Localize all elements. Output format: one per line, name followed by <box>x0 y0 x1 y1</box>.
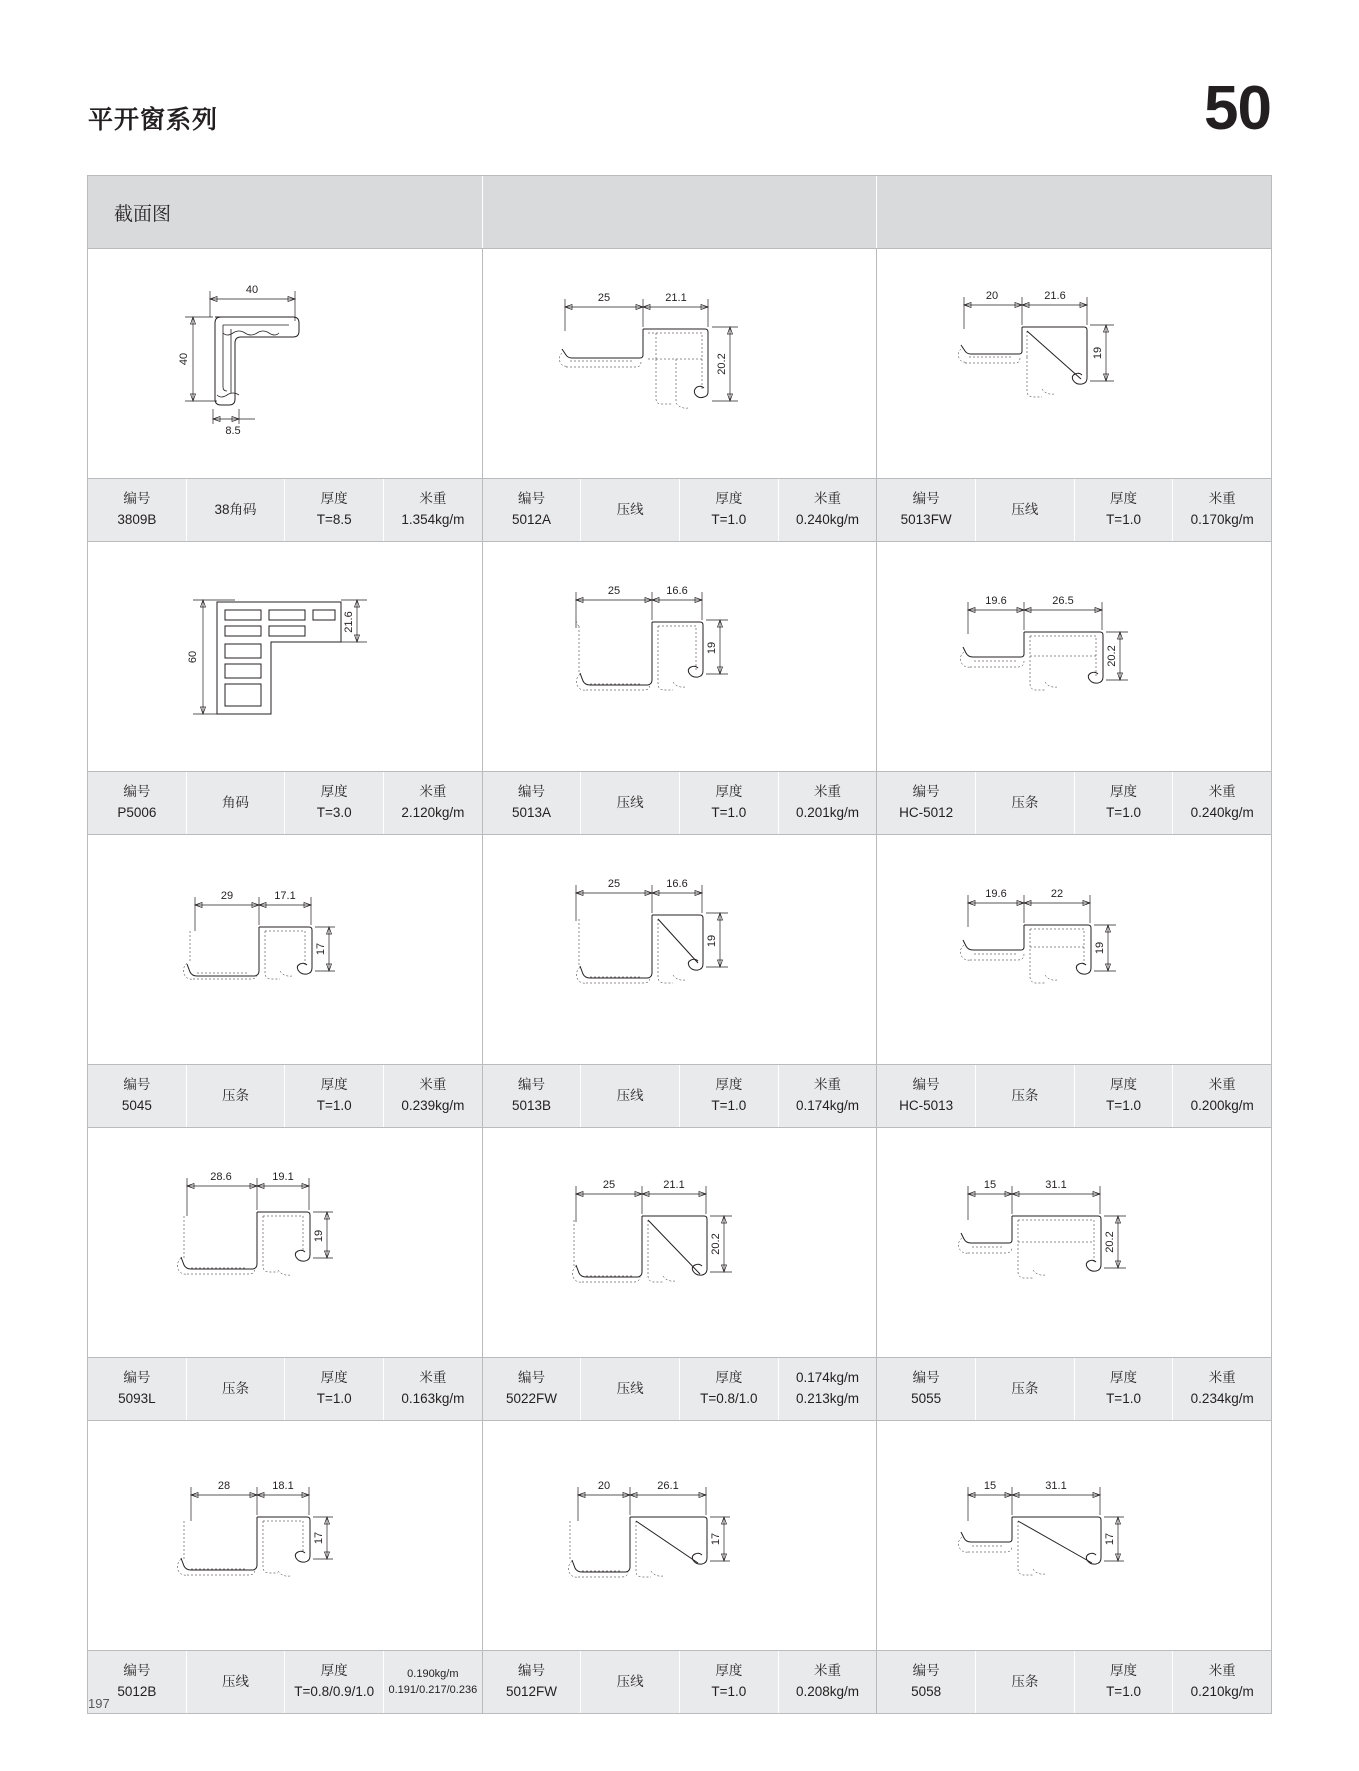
spec-weight-HC-5013 <box>1173 1065 1271 1127</box>
svg-text:18.1: 18.1 <box>272 1479 294 1492</box>
svg-text:21.1: 21.1 <box>662 1178 685 1191</box>
spec-thickness-label: 厚度 <box>1110 1663 1138 1679</box>
spec-code-label: 编号 <box>912 1370 940 1386</box>
spec-row-3 <box>88 1064 1271 1127</box>
spec-code-P5006 <box>88 772 187 834</box>
spec-weight-label: 米重 <box>419 491 447 507</box>
spec-weight-value: 0.240kg/m <box>1190 805 1254 820</box>
spec-group-5012B <box>88 1651 483 1713</box>
spec-type-5012FW: 压线 <box>581 1651 680 1713</box>
spec-thickness-label: 厚度 <box>715 1077 743 1093</box>
spec-weight-5013FW <box>1173 479 1271 541</box>
figure-cell-5045 <box>88 835 483 1064</box>
drawing-bead-5022FW <box>530 1148 830 1338</box>
spec-code-label: 编号 <box>518 1370 545 1386</box>
figure-row-4 <box>88 1127 1271 1357</box>
spec-thickness-label: 厚度 <box>715 1370 743 1386</box>
svg-text:28: 28 <box>217 1479 230 1492</box>
spec-group-5022FW <box>483 1358 878 1420</box>
svg-text:17: 17 <box>1104 1532 1117 1545</box>
spec-thickness-HC-5013 <box>1075 1065 1174 1127</box>
spec-type-5012B: 压线 <box>187 1651 286 1713</box>
page-title: 平开窗系列 <box>88 106 219 134</box>
spec-type-5093L: 压条 <box>187 1358 286 1420</box>
svg-text:60: 60 <box>186 650 199 663</box>
page-header <box>88 74 1271 150</box>
spec-weight-P5006 <box>384 772 482 834</box>
spec-code-label: 编号 <box>912 784 940 800</box>
spec-thickness-5045 <box>285 1065 384 1127</box>
svg-text:20.2: 20.2 <box>709 1232 722 1255</box>
spec-group-5012A <box>483 479 878 541</box>
svg-text:26.5: 26.5 <box>1052 594 1074 607</box>
spec-weight-value: 0.210kg/m <box>1190 1684 1254 1699</box>
spec-type-5012A: 压线 <box>581 479 680 541</box>
svg-text:20: 20 <box>986 289 999 302</box>
spec-weight-3809B <box>384 479 482 541</box>
spec-thickness-5013A <box>680 772 779 834</box>
spec-code-value: 5012FW <box>505 1684 558 1699</box>
spec-weight-label: 米重 <box>1208 1663 1236 1679</box>
spec-thickness-3809B <box>285 479 384 541</box>
spec-code-5093L <box>88 1358 187 1420</box>
spec-group-5013FW <box>877 479 1271 541</box>
figure-cell-5093L <box>88 1128 483 1357</box>
spec-weight-5012A <box>779 479 877 541</box>
spec-thickness-value: T=1.0 <box>711 512 747 527</box>
spec-code-value: HC-5013 <box>899 1098 954 1113</box>
spec-weight-label: 米重 <box>419 1370 447 1386</box>
profile-table <box>87 175 1272 1714</box>
spec-weight-value: 0.163kg/m <box>401 1391 465 1406</box>
figure-cell-5058 <box>877 1421 1271 1650</box>
spec-code-value: 5058 <box>911 1684 942 1699</box>
spec-weight-value: 0.239kg/m <box>401 1098 465 1113</box>
svg-text:25: 25 <box>607 584 620 597</box>
spec-code-label: 编号 <box>123 1077 151 1093</box>
spec-thickness-value: T=1.0 <box>1106 1098 1141 1113</box>
spec-code-label: 编号 <box>912 1077 940 1093</box>
drawing-bead-5012B <box>135 1441 435 1631</box>
spec-code-5055 <box>877 1358 976 1420</box>
spec-thickness-label: 厚度 <box>320 1077 348 1093</box>
spec-type-5055: 压条 <box>976 1358 1075 1420</box>
figure-row-5 <box>88 1420 1271 1650</box>
spec-row-5 <box>88 1650 1271 1713</box>
figure-cell-HC5013 <box>877 835 1271 1064</box>
footer-page-number: 197 <box>88 1696 110 1711</box>
table-title-cell-3 <box>877 176 1271 248</box>
spec-type-5058: 压条 <box>976 1651 1075 1713</box>
spec-type-5022FW: 压线 <box>581 1358 680 1420</box>
spec-code-label: 编号 <box>518 784 545 800</box>
svg-text:31.1: 31.1 <box>1045 1479 1067 1492</box>
spec-thickness-value: T=1.0 <box>316 1098 352 1113</box>
spec-weight-value-line1: 0.174kg/m <box>796 1370 860 1386</box>
spec-code-value: 5045 <box>121 1098 152 1113</box>
figure-cell-5013B <box>483 835 878 1064</box>
spec-code-HC-5013 <box>877 1065 976 1127</box>
spec-weight-value: 2.120kg/m <box>401 805 465 820</box>
spec-code-5058 <box>877 1651 976 1713</box>
spec-weight-HC-5012 <box>1173 772 1271 834</box>
spec-weight-value: 0.200kg/m <box>1190 1098 1254 1113</box>
spec-code-5022FW <box>483 1358 582 1420</box>
svg-text:16.6: 16.6 <box>665 877 688 890</box>
spec-weight-label: 米重 <box>814 491 842 507</box>
svg-text:40: 40 <box>177 352 190 365</box>
spec-thickness-value: T=0.8/0.9/1.0 <box>294 1684 375 1699</box>
figure-cell-5012B <box>88 1421 483 1650</box>
spec-weight-5012B <box>384 1651 482 1713</box>
svg-text:16.6: 16.6 <box>665 584 688 597</box>
spec-code-label: 编号 <box>123 1370 151 1386</box>
drawing-bead-5012A <box>530 269 830 459</box>
spec-weight-label: 米重 <box>814 1077 842 1093</box>
spec-code-label: 编号 <box>518 491 545 507</box>
svg-text:31.1: 31.1 <box>1045 1178 1067 1191</box>
spec-group-P5006 <box>88 772 483 834</box>
svg-text:8.5: 8.5 <box>225 424 241 437</box>
drawing-corner-bracket-3809B <box>155 269 415 459</box>
spec-type-5013FW: 压线 <box>976 479 1075 541</box>
figure-cell-P5006 <box>88 542 483 771</box>
spec-group-5058 <box>877 1651 1271 1713</box>
spec-row-2 <box>88 771 1271 834</box>
spec-thickness-value: T=1.0 <box>1106 1391 1141 1406</box>
svg-text:19.1: 19.1 <box>272 1170 294 1183</box>
spec-code-label: 编号 <box>518 1077 545 1093</box>
spec-thickness-HC-5012 <box>1075 772 1174 834</box>
svg-text:26.1: 26.1 <box>656 1479 679 1492</box>
spec-code-label: 编号 <box>123 491 151 507</box>
spec-weight-value: 0.208kg/m <box>796 1684 860 1699</box>
spec-type-3809B: 38角码 <box>187 479 286 541</box>
spec-code-5013B <box>483 1065 582 1127</box>
svg-text:17: 17 <box>709 1532 722 1545</box>
spec-weight-value: 1.354kg/m <box>401 512 465 527</box>
spec-code-value: 5012B <box>117 1684 157 1699</box>
spec-thickness-label: 厚度 <box>320 1370 348 1386</box>
spec-thickness-value: T=0.8/1.0 <box>700 1391 758 1406</box>
svg-text:19.6: 19.6 <box>985 887 1007 900</box>
spec-thickness-value: T=1.0 <box>711 1098 747 1113</box>
spec-thickness-5013B <box>680 1065 779 1127</box>
spec-code-value: 5093L <box>118 1391 156 1406</box>
spec-type-5045: 压条 <box>187 1065 286 1127</box>
spec-weight-5058 <box>1173 1651 1271 1713</box>
spec-weight-value: 0.174kg/m <box>796 1098 860 1113</box>
spec-thickness-value: T=1.0 <box>711 1684 747 1699</box>
spec-weight-5022FW <box>779 1358 877 1420</box>
figure-row-2 <box>88 541 1271 771</box>
spec-thickness-5013FW <box>1075 479 1174 541</box>
spec-group-5012FW <box>483 1651 878 1713</box>
spec-weight-5012FW <box>779 1651 877 1713</box>
svg-text:25: 25 <box>602 1178 615 1191</box>
spec-code-label: 编号 <box>123 784 151 800</box>
spec-code-5012FW <box>483 1651 582 1713</box>
svg-text:17: 17 <box>314 942 327 955</box>
figure-cell-5012FW <box>483 1421 878 1650</box>
spec-thickness-label: 厚度 <box>715 784 743 800</box>
drawing-bead-5058 <box>924 1441 1224 1631</box>
spec-code-label: 编号 <box>912 491 940 507</box>
spec-group-3809B <box>88 479 483 541</box>
svg-text:19: 19 <box>312 1229 325 1242</box>
spec-thickness-5022FW <box>680 1358 779 1420</box>
svg-text:19: 19 <box>705 934 718 947</box>
svg-text:19: 19 <box>1092 346 1105 359</box>
drawing-bead-5013A <box>530 562 830 752</box>
spec-code-label: 编号 <box>912 1663 940 1679</box>
svg-text:19: 19 <box>1094 941 1107 954</box>
svg-text:22: 22 <box>1051 887 1064 900</box>
figure-cell-5013FW <box>877 249 1271 478</box>
spec-thickness-label: 厚度 <box>1110 1370 1138 1386</box>
svg-text:19.6: 19.6 <box>985 594 1007 607</box>
drawing-bead-5013FW <box>924 269 1224 459</box>
svg-text:20.2: 20.2 <box>715 352 728 375</box>
spec-row-4 <box>88 1357 1271 1420</box>
spec-weight-label: 米重 <box>1208 784 1236 800</box>
spec-code-value: HC-5012 <box>899 805 954 820</box>
drawing-bead-HC5012 <box>924 562 1224 752</box>
figure-cell-5012A <box>483 249 878 478</box>
spec-code-value: 5013B <box>511 1098 552 1113</box>
spec-group-5013A <box>483 772 878 834</box>
drawing-corner-bracket-P5006 <box>145 562 425 752</box>
spec-group-HC-5012 <box>877 772 1271 834</box>
spec-thickness-label: 厚度 <box>320 784 348 800</box>
drawing-bead-5045 <box>135 855 435 1045</box>
drawing-bead-HC5013 <box>924 855 1224 1045</box>
spec-weight-value-line2: 0.213kg/m <box>796 1391 860 1406</box>
spec-group-5055 <box>877 1358 1271 1420</box>
svg-text:21.1: 21.1 <box>664 291 687 304</box>
spec-weight-5055 <box>1173 1358 1271 1420</box>
spec-weight-label: 米重 <box>814 784 842 800</box>
spec-thickness-5055 <box>1075 1358 1174 1420</box>
table-title-cell-1: 截面图 <box>88 176 483 248</box>
spec-code-5045 <box>88 1065 187 1127</box>
spec-code-value: 5055 <box>911 1391 942 1406</box>
spec-weight-label: 米重 <box>419 1077 447 1093</box>
spec-weight-value: 0.240kg/m <box>796 512 860 527</box>
spec-code-value: P5006 <box>117 805 157 820</box>
svg-text:20.2: 20.2 <box>1104 1230 1117 1253</box>
spec-weight-label: 米重 <box>1208 1077 1236 1093</box>
spec-code-5013A <box>483 772 582 834</box>
spec-group-5013B <box>483 1065 878 1127</box>
spec-weight-value-line1: 0.190kg/m <box>407 1667 459 1680</box>
svg-text:17.1: 17.1 <box>274 889 296 902</box>
table-title-row <box>88 176 1271 248</box>
spec-thickness-5058 <box>1075 1651 1174 1713</box>
spec-type-5013A: 压线 <box>581 772 680 834</box>
spec-code-value: 5022FW <box>505 1391 558 1406</box>
svg-text:25: 25 <box>597 291 610 304</box>
section-number: 50 <box>1204 74 1271 143</box>
svg-text:25: 25 <box>607 877 620 890</box>
spec-code-5013FW <box>877 479 976 541</box>
spec-thickness-5093L <box>285 1358 384 1420</box>
spec-weight-value: 0.170kg/m <box>1190 512 1254 527</box>
figure-cell-5022FW <box>483 1128 878 1357</box>
drawing-bead-5093L <box>135 1148 435 1338</box>
spec-group-5045 <box>88 1065 483 1127</box>
svg-text:21.6: 21.6 <box>1044 289 1066 302</box>
spec-code-value: 5013A <box>511 805 552 820</box>
svg-text:15: 15 <box>984 1479 997 1492</box>
spec-code-label: 编号 <box>123 1663 151 1679</box>
figure-cell-3809B <box>88 249 483 478</box>
spec-code-3809B <box>88 479 187 541</box>
spec-type-HC-5013: 压条 <box>976 1065 1075 1127</box>
spec-code-value: 3809B <box>117 512 157 527</box>
spec-weight-5013A <box>779 772 877 834</box>
spec-weight-5045 <box>384 1065 482 1127</box>
svg-text:20: 20 <box>597 1479 610 1492</box>
svg-text:40: 40 <box>245 283 258 296</box>
spec-weight-label: 米重 <box>1208 1370 1236 1386</box>
figure-row-1 <box>88 248 1271 478</box>
spec-thickness-5012B <box>285 1651 384 1713</box>
spec-weight-value: 0.201kg/m <box>796 805 860 820</box>
spec-code-5012A <box>483 479 582 541</box>
spec-weight-label: 米重 <box>814 1663 842 1679</box>
spec-group-HC-5013 <box>877 1065 1271 1127</box>
spec-code-value: 5012A <box>511 512 552 527</box>
spec-thickness-value: T=1.0 <box>1106 805 1141 820</box>
spec-thickness-P5006 <box>285 772 384 834</box>
spec-row-1 <box>88 478 1271 541</box>
table-title-cell-2 <box>483 176 878 248</box>
spec-code-HC-5012 <box>877 772 976 834</box>
svg-text:20.2: 20.2 <box>1106 644 1119 667</box>
spec-thickness-label: 厚度 <box>320 491 348 507</box>
spec-thickness-5012A <box>680 479 779 541</box>
spec-thickness-label: 厚度 <box>715 491 743 507</box>
svg-text:15: 15 <box>984 1178 997 1191</box>
spec-code-label: 编号 <box>518 1663 545 1679</box>
figure-cell-5055 <box>877 1128 1271 1357</box>
spec-thickness-label: 厚度 <box>715 1663 743 1679</box>
drawing-bead-5013B <box>530 855 830 1045</box>
figure-cell-HC5012 <box>877 542 1271 771</box>
spec-type-P5006: 角码 <box>187 772 286 834</box>
spec-thickness-label: 厚度 <box>1110 491 1138 507</box>
svg-text:19: 19 <box>705 641 718 654</box>
spec-weight-value-line2: 0.191/0.217/0.236 <box>388 1684 478 1696</box>
svg-text:28.6: 28.6 <box>210 1170 232 1183</box>
spec-weight-label: 米重 <box>419 784 447 800</box>
spec-weight-value: 0.234kg/m <box>1190 1391 1254 1406</box>
spec-thickness-value: T=3.0 <box>316 805 352 820</box>
spec-type-HC-5012: 压条 <box>976 772 1075 834</box>
spec-thickness-label: 厚度 <box>1110 1077 1138 1093</box>
spec-thickness-value: T=1.0 <box>711 805 747 820</box>
svg-text:17: 17 <box>312 1531 325 1544</box>
spec-code-value: 5013FW <box>900 512 952 527</box>
spec-thickness-value: T=1.0 <box>1106 1684 1141 1699</box>
spec-thickness-value: T=1.0 <box>1106 512 1141 527</box>
spec-weight-5093L <box>384 1358 482 1420</box>
spec-group-5093L <box>88 1358 483 1420</box>
figure-row-3 <box>88 834 1271 1064</box>
spec-weight-label: 米重 <box>1208 491 1236 507</box>
svg-text:29: 29 <box>220 889 233 902</box>
spec-thickness-label: 厚度 <box>320 1663 348 1679</box>
drawing-bead-5012FW <box>530 1441 830 1631</box>
spec-thickness-label: 厚度 <box>1110 784 1138 800</box>
spec-thickness-value: T=1.0 <box>316 1391 352 1406</box>
spec-type-5013B: 压线 <box>581 1065 680 1127</box>
spec-weight-5013B <box>779 1065 877 1127</box>
svg-text:21.6: 21.6 <box>342 610 355 633</box>
spec-thickness-5012FW <box>680 1651 779 1713</box>
drawing-bead-5055 <box>924 1148 1224 1338</box>
figure-cell-5013A <box>483 542 878 771</box>
spec-thickness-value: T=8.5 <box>316 512 352 527</box>
